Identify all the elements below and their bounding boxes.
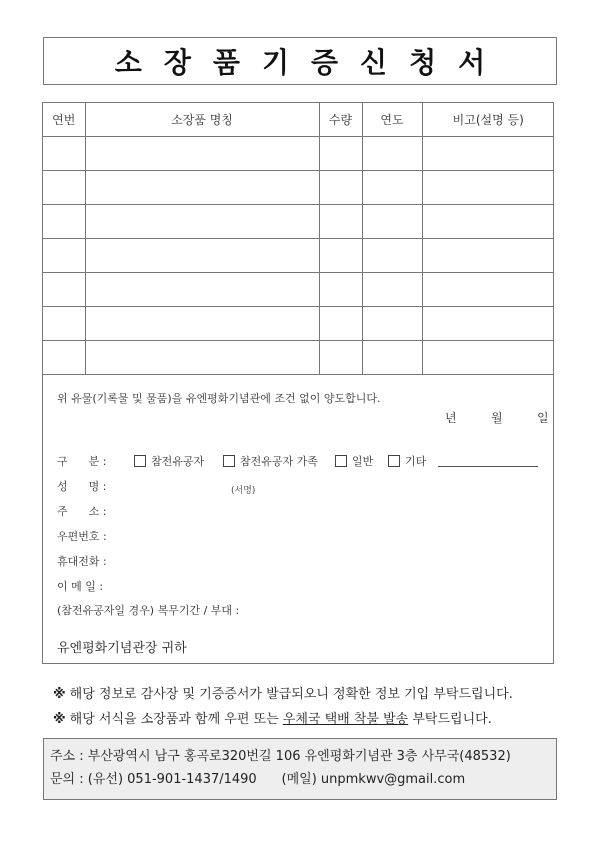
postal-code-label: 우편번호 : [57,530,107,543]
cell-quantity[interactable] [319,273,362,307]
date-month: 월 [491,411,503,425]
recipient: 유엔평화기념관장 귀하 [57,641,187,656]
option-label: 일반 [352,455,374,468]
cell-year[interactable] [362,341,422,375]
cell-year[interactable] [362,137,422,171]
cell-remarks[interactable] [422,341,554,375]
cell-remarks[interactable] [422,171,554,205]
table-row [43,205,554,239]
table-row [43,273,554,307]
option-other[interactable] [388,453,426,469]
cell-quantity[interactable] [319,307,362,341]
cell-remarks[interactable] [422,307,554,341]
option-label: 기타 [405,455,427,468]
other-input-line[interactable] [438,466,538,467]
cell-number[interactable] [43,239,85,273]
option-general[interactable] [335,453,373,469]
cell-quantity[interactable] [319,239,362,273]
signature-note: (서명) [231,486,256,496]
cell-quantity[interactable] [319,137,362,171]
cell-item-name[interactable] [85,341,319,375]
cell-year[interactable] [362,273,422,307]
cell-remarks[interactable] [422,137,554,171]
contact-inquiry: 문의 : (유선) 051-901-1437/1490 (메일) unpmkwv@gmail.com [50,772,466,787]
cell-number[interactable] [43,171,85,205]
cell-year[interactable] [362,171,422,205]
contact-address: 주소 : 부산광역시 남구 홍곡로320번길 106 유엔평화기념관 3층 사무국(48532) [50,749,511,764]
cell-number[interactable] [43,307,85,341]
cell-quantity[interactable] [319,205,362,239]
cell-item-name[interactable] [85,137,319,171]
note-1 [53,683,513,702]
form-title: 소장품기증신청서 [114,46,508,79]
note-text-underlined: 우체국 택배 착불 발송 [282,712,409,727]
cell-number[interactable] [43,341,85,375]
option-label: 참전유공자 [151,455,205,468]
table-row [43,171,554,205]
checkbox-icon[interactable] [134,455,146,467]
address-label: 주 소 : [57,505,107,518]
cell-item-name[interactable] [85,307,319,341]
header-quantity: 수량 [319,103,362,137]
cell-quantity[interactable] [319,341,362,375]
cell-number[interactable] [43,205,85,239]
cell-item-name[interactable] [85,239,319,273]
form-title-box [43,37,557,85]
note-text: 해당 정보로 감사장 및 기증증서가 발급되오니 정확한 정보 기입 부탁드립니다. [69,687,513,702]
service-label: (참전유공자일 경우) 복무기간 / 부대 : [57,604,240,617]
cell-number[interactable] [43,273,85,307]
form-frame [42,102,554,664]
cell-year[interactable] [362,239,422,273]
date-year: 년 [445,411,457,425]
table-row [43,137,554,171]
category-label: 구 분 : [57,455,107,468]
name-label: 성 명 : [57,480,107,493]
contact-box [43,738,557,800]
cell-number[interactable] [43,137,85,171]
note-text: 해당 서식을 소장품과 함께 우편 또는 [69,712,283,727]
note-mark: ※ [53,712,66,727]
checkbox-icon[interactable] [335,455,347,467]
option-veteran[interactable] [134,453,204,469]
option-label: 참전유공자 가족 [240,455,318,468]
note-text-end: 부탁드립니다. [408,712,492,727]
header-year: 연도 [362,103,422,137]
declaration-text: 위 유물(기록물 및 물품)을 유엔평화기념관에 조건 없이 양도합니다. [57,392,381,405]
checkbox-icon[interactable] [223,455,235,467]
option-veteran-family[interactable] [223,453,318,469]
note-mark: ※ [53,687,66,702]
table-row [43,239,554,273]
cell-year[interactable] [362,307,422,341]
cell-year[interactable] [362,205,422,239]
mobile-label: 휴대전화 : [57,555,107,568]
header-item-name: 소장품 명칭 [85,103,319,137]
cell-item-name[interactable] [85,273,319,307]
cell-item-name[interactable] [85,205,319,239]
cell-remarks[interactable] [422,273,554,307]
note-2 [53,708,492,727]
header-number: 연번 [43,103,85,137]
cell-quantity[interactable] [319,171,362,205]
date-day: 일 [537,411,549,425]
cell-remarks[interactable] [422,239,554,273]
cell-remarks[interactable] [422,205,554,239]
table-row [43,307,554,341]
table-row [43,341,554,375]
checkbox-icon[interactable] [388,455,400,467]
header-remarks: 비고(설명 등) [422,103,554,137]
items-table [43,103,554,375]
email-label: 이 메 일 : [57,580,104,593]
cell-item-name[interactable] [85,171,319,205]
